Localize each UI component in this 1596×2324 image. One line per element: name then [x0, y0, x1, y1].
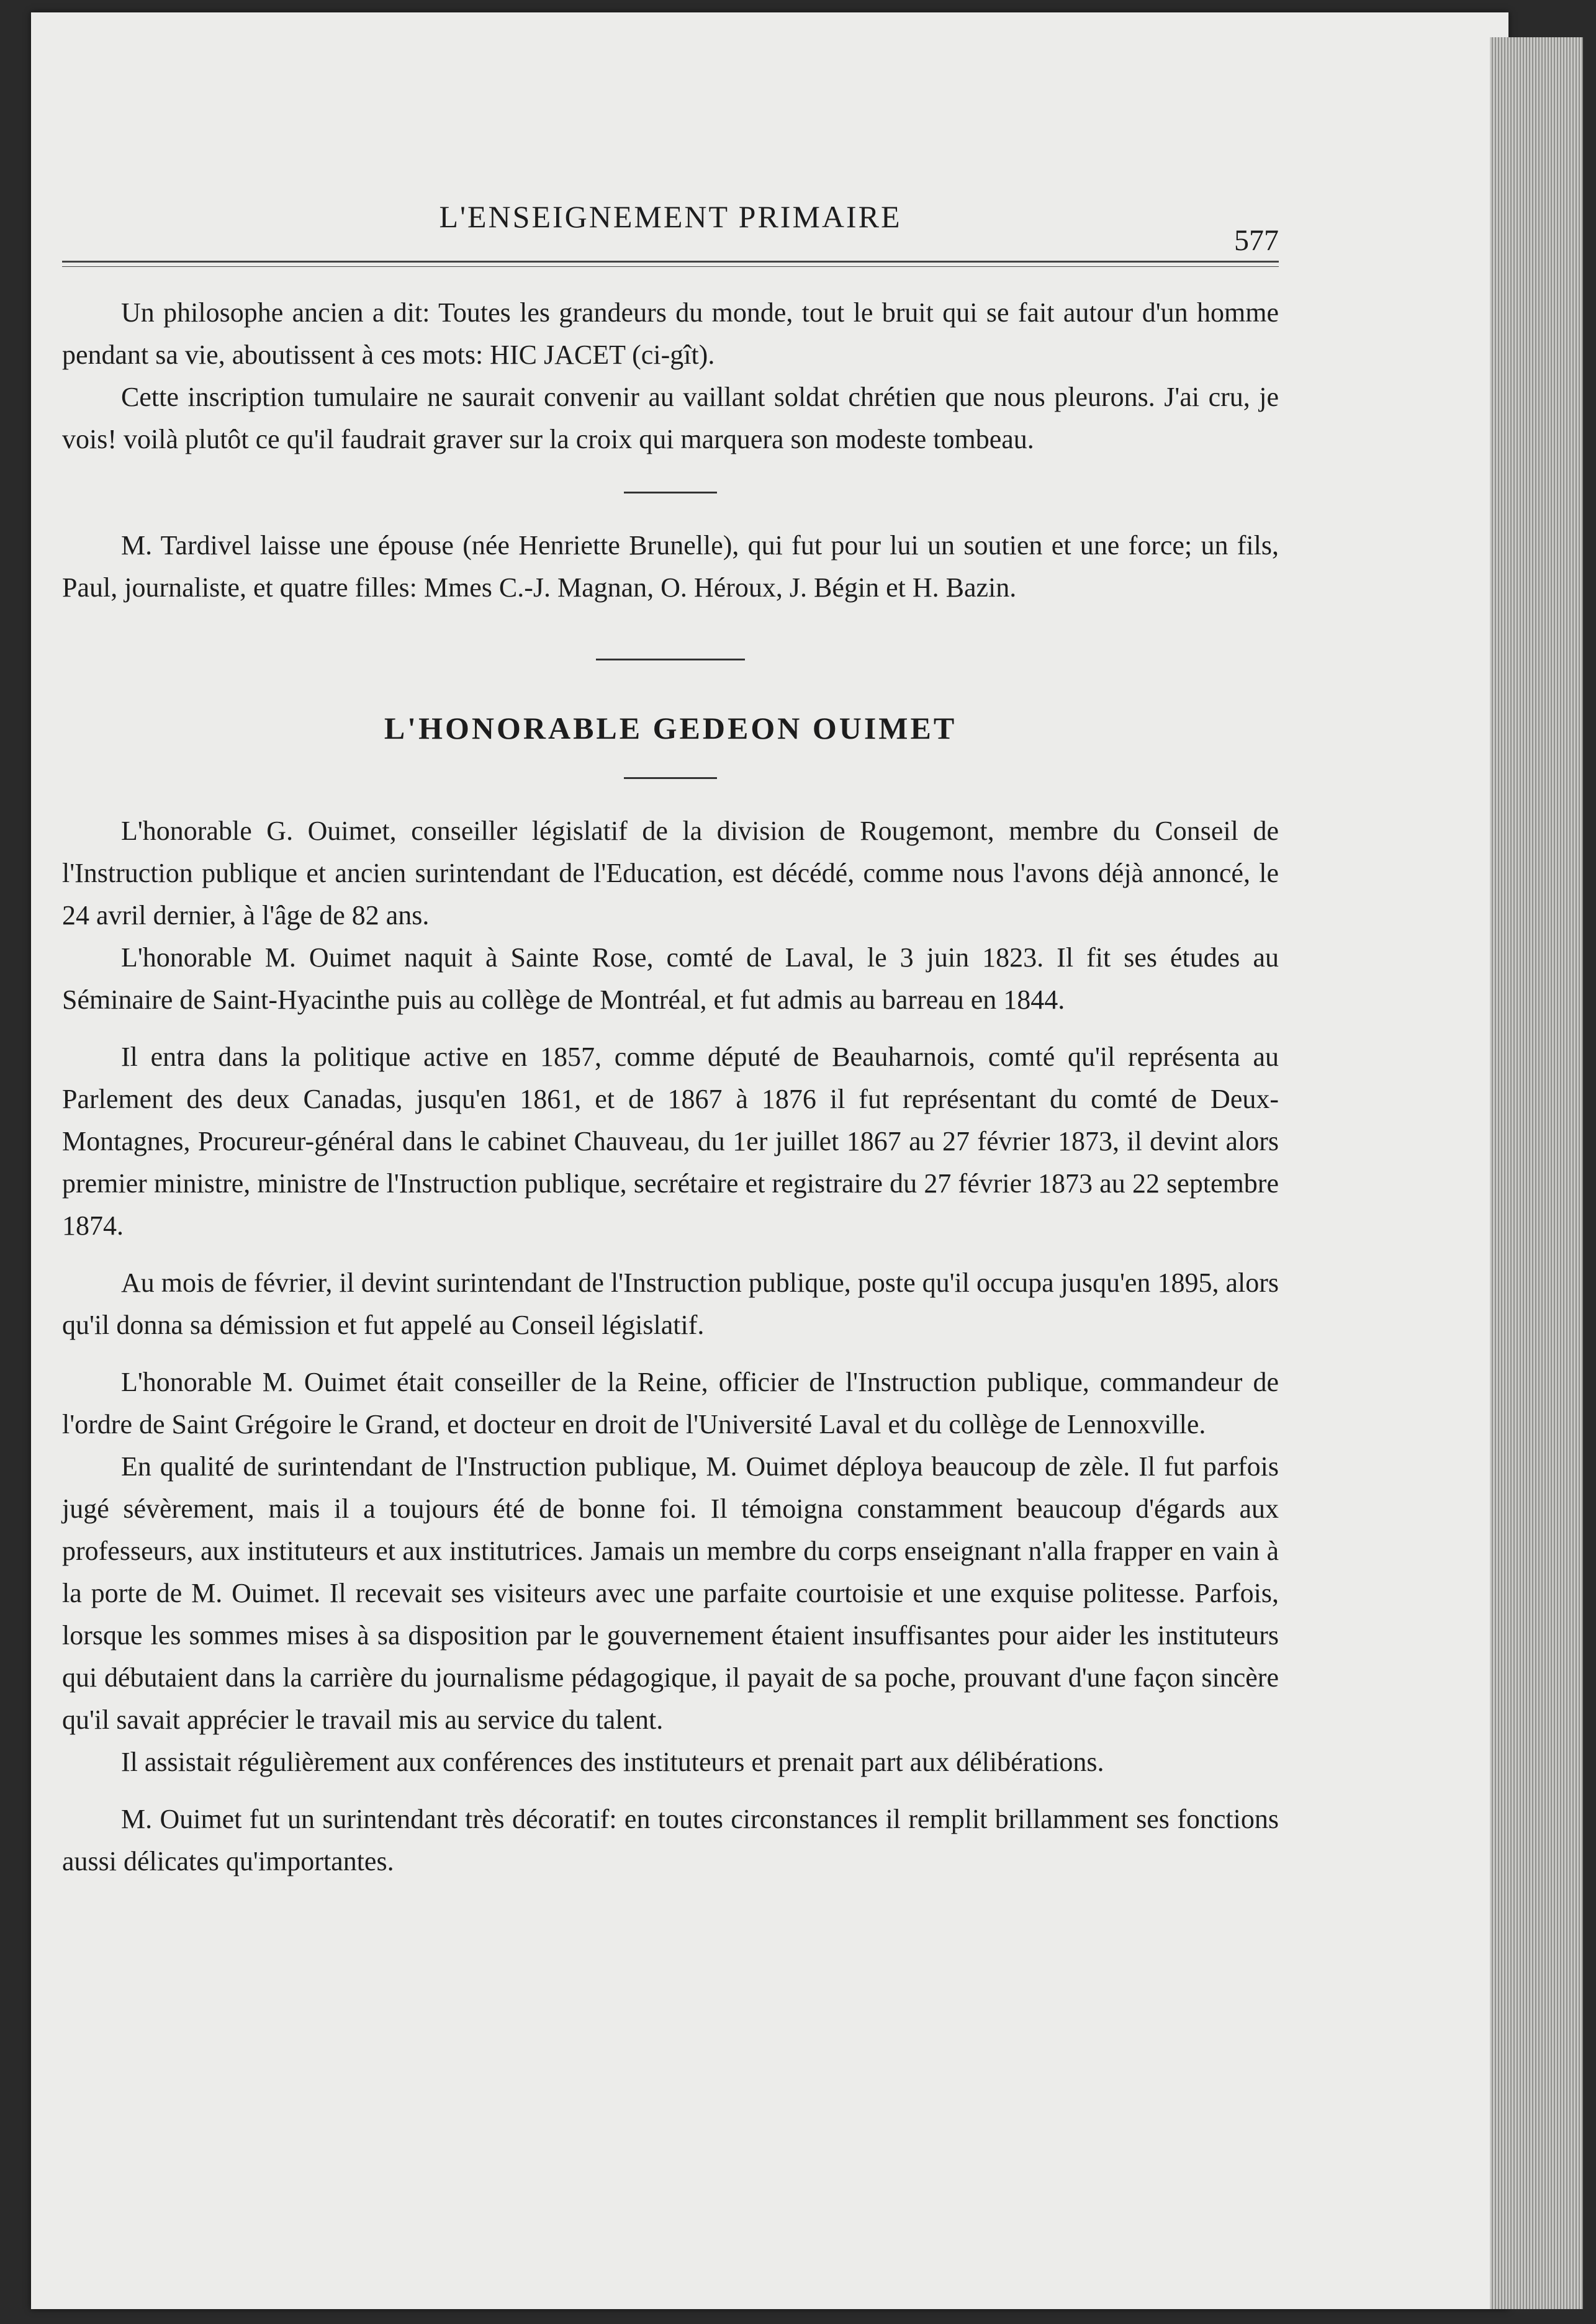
intro-paragraph: Cette inscription tumulaire ne saurait convenir au vaillant soldat chrétien que nous pleurons. J'ai cru, je vois! voilà plutôt ce qu'il faudrait graver sur la croix qui marquera son modeste tombeau.: [62, 382, 1279, 454]
body-paragraph: Il assistait régulièrement aux conférences des instituteurs et prenait part aux délibérations.: [121, 1747, 1104, 1777]
paragraph-gap: [62, 1346, 1279, 1361]
page-number: 577: [1234, 224, 1279, 257]
body-paragraph: L'honorable M. Ouimet naquit à Sainte Rose, comté de Laval, le 3 juin 1823. Il fit ses études au Séminaire de Saint-Hyacinthe puis au collège de Montréal, et fut admis au barreau en 1844.: [62, 942, 1279, 1015]
page-content: [62, 180, 1279, 1883]
body-paragraph: L'honorable M. Ouimet était conseiller de la Reine, officier de l'Instruction publique, commandeur de l'ordre de Saint Grégoire le Grand, et docteur en droit de l'Université Laval et du collège de Lennoxville.: [62, 1367, 1279, 1439]
body-paragraph: L'honorable G. Ouimet, conseiller législatif de la division de Rougemont, membre du Conseil de l'Instruction publique et ancien surintendant de l'Education, est décédé, comme nous l'avons déjà annoncé, le 24 avril dernier, à l'âge de 82 ans.: [62, 816, 1279, 930]
running-head: [62, 180, 1279, 257]
body-paragraph: En qualité de surintendant de l'Instruction publique, M. Ouimet déploya beaucoup de zèle. Il fut parfois jugé sévèrement, mais il a toujours été de bonne foi. Il témoigna constamment beaucoup d'égards aux professeurs, aux instituteurs et aux institutrices. Jamais un membre du corps enseignant n'alla frapper en vain à la porte de M. Ouimet. Il recevait ses visiteurs avec une parfaite courtoisie et une exquise politesse. Parfois, lorsque les sommes mises à sa disposition par le gouvernement étaient insuffisantes pour aider les instituteurs qui débutaient dans la carrière du journalisme pédagogique, il payait de sa poche, prouvant d'une façon sincère qu'il savait apprécier le travail mis au service du talent.: [62, 1451, 1279, 1735]
separator-rule: [624, 492, 717, 493]
running-title: L'ENSEIGNEMENT PRIMAIRE: [439, 199, 902, 234]
intro-paragraph: Un philosophe ancien a dit: Toutes les grandeurs du monde, tout le bruit qui se fait autour d'un homme pendant sa vie, aboutissent à ces mots: HIC JACET (ci-gît).: [62, 297, 1279, 370]
section-title: L'HONORABLE GEDEON OUIMET: [384, 711, 957, 745]
paragraph-gap: [62, 1247, 1279, 1262]
paragraph-gap: [62, 1783, 1279, 1798]
family-note: M. Tardivel laisse une épouse (née Henriette Brunelle), qui fut pour lui un soutien et une force; un fils, Paul, journaliste, et quatre filles: Mmes C.-J. Magnan, O. Héroux, J. Bégin et H. Bazin.: [62, 530, 1279, 603]
page-edge: [1490, 37, 1583, 2309]
body-paragraph: Il entra dans la politique active en 1857, comme député de Beauharnois, comté qu'il représenta au Parlement des deux Canadas, jusqu'en 1861, et de 1867 à 1876 il fut représentant du comté de Deux-Montagnes, Procureur-général dans le cabinet Chauveau, du 1er juillet 1867 au 27 février 1873, il devint alors premier ministre, ministre de l'Instruction publique, secrétaire et registraire du 27 février 1873 au 22 septembre 1874.: [62, 1042, 1279, 1241]
header-rule: [62, 261, 1279, 267]
separator-rule: [624, 777, 717, 779]
separator-rule: [596, 659, 745, 660]
body-paragraph: Au mois de février, il devint surintendant de l'Instruction publique, poste qu'il occupa jusqu'en 1895, alors qu'il donna sa démission et fut appelé au Conseil législatif.: [62, 1268, 1279, 1340]
paragraph-gap: [62, 1021, 1279, 1036]
body-paragraph: M. Ouimet fut un surintendant très décoratif: en toutes circonstances il remplit brillamment ses fonctions aussi délicates qu'importantes.: [62, 1804, 1279, 1876]
